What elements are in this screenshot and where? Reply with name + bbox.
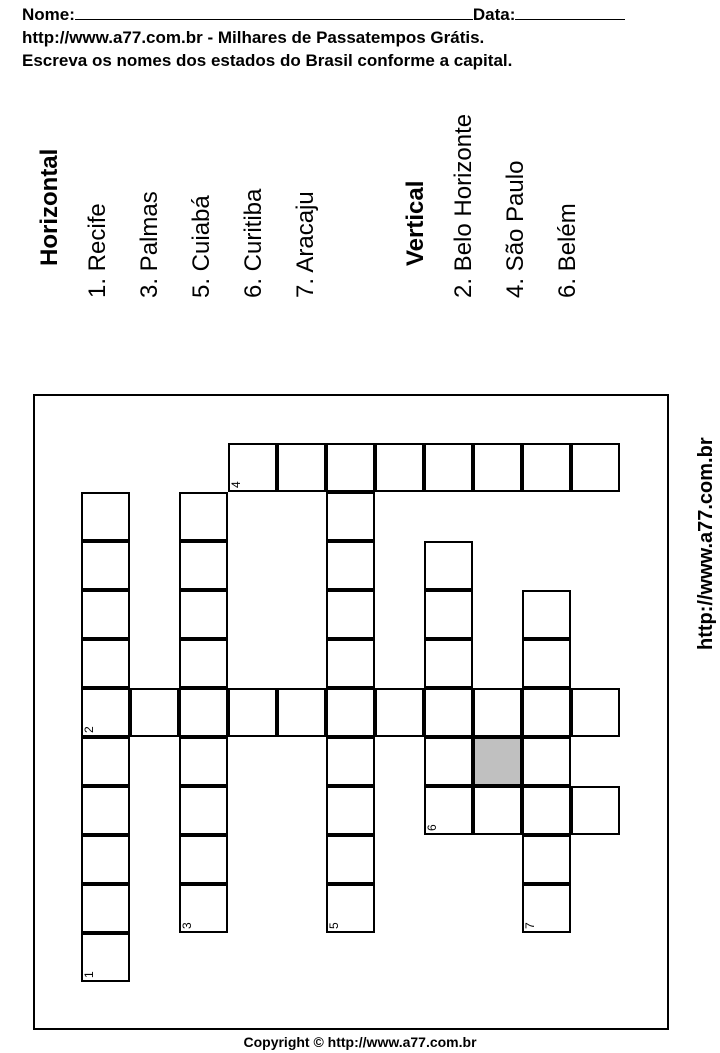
clue-number: 5 <box>327 922 341 929</box>
clue-number: 4 <box>229 481 243 488</box>
crossword-cell[interactable] <box>326 884 375 933</box>
copyright: Copyright © http://www.a77.com.br <box>243 1034 477 1050</box>
clue-vertical-2: 2. Belo Horizonte <box>450 113 477 298</box>
crossword-cell[interactable] <box>179 688 228 737</box>
crossword-cell[interactable] <box>326 835 375 884</box>
clue-horizontal-7: 7. Aracaju <box>292 191 319 298</box>
date-label: Data: <box>472 5 516 24</box>
crossword-cell[interactable] <box>326 443 375 492</box>
crossword-cell[interactable] <box>424 639 473 688</box>
crossword-cell[interactable] <box>81 541 130 590</box>
crossword-cell[interactable] <box>81 786 130 835</box>
crossword-cell[interactable] <box>179 492 228 541</box>
crossword-cell[interactable] <box>277 688 326 737</box>
clue-number: 3 <box>180 922 194 929</box>
crossword-cell[interactable] <box>571 443 620 492</box>
crossword-cell[interactable] <box>424 786 473 835</box>
crossword-cell[interactable] <box>424 688 473 737</box>
crossword-cell[interactable] <box>522 590 571 639</box>
clue-vertical-4: 4. São Paulo <box>502 160 529 298</box>
crossword-cell[interactable] <box>424 541 473 590</box>
crossword-cell[interactable] <box>81 737 130 786</box>
clue-horizontal-5: 5. Cuiabá <box>188 195 215 298</box>
clue-vertical-6: 6. Belém <box>554 203 581 298</box>
crossword-cell[interactable] <box>228 443 277 492</box>
crossword-cell[interactable] <box>179 786 228 835</box>
crossword-cell[interactable] <box>424 737 473 786</box>
name-label: Nome: <box>22 5 75 24</box>
crossword-cell[interactable] <box>424 443 473 492</box>
crossword-cell[interactable] <box>522 688 571 737</box>
crossword-cell[interactable] <box>522 786 571 835</box>
crossword-cell[interactable] <box>81 933 130 982</box>
crossword-cell[interactable] <box>179 737 228 786</box>
crossword-cell[interactable] <box>81 492 130 541</box>
clue-number: 7 <box>523 922 537 929</box>
crossword-cell[interactable] <box>228 688 277 737</box>
crossword-cell[interactable] <box>522 835 571 884</box>
crossword-cell[interactable] <box>326 737 375 786</box>
clue-horizontal-6: 6. Curitiba <box>240 188 267 298</box>
crossword-cell[interactable] <box>473 786 522 835</box>
crossword-cell[interactable] <box>326 541 375 590</box>
shaded-cell <box>473 737 522 786</box>
side-url: http://www.a77.com.br <box>695 437 717 650</box>
crossword-cell[interactable] <box>179 835 228 884</box>
crossword-cell[interactable] <box>179 884 228 933</box>
crossword-cell[interactable] <box>326 639 375 688</box>
name-date-line <box>22 2 625 26</box>
clue-number: 6 <box>425 824 439 831</box>
crossword-cell[interactable] <box>179 590 228 639</box>
clue-horizontal-1: 1. Recife <box>84 203 111 298</box>
crossword-cell[interactable] <box>277 443 326 492</box>
vertical-title: Vertical <box>402 180 429 266</box>
crossword-cell[interactable] <box>522 884 571 933</box>
crossword-cell[interactable] <box>522 737 571 786</box>
crossword-cell[interactable] <box>375 443 424 492</box>
crossword-cell[interactable] <box>130 688 179 737</box>
crossword-cell[interactable] <box>326 492 375 541</box>
crossword-cell[interactable] <box>326 590 375 639</box>
crossword-cell[interactable] <box>179 639 228 688</box>
crossword-cell[interactable] <box>473 443 522 492</box>
clue-horizontal-3: 3. Palmas <box>136 191 163 298</box>
crossword-cell[interactable] <box>326 688 375 737</box>
crossword-cell[interactable] <box>81 688 130 737</box>
crossword-cell[interactable] <box>522 639 571 688</box>
crossword-cell[interactable] <box>326 786 375 835</box>
crossword-cell[interactable] <box>179 541 228 590</box>
crossword-cell[interactable] <box>81 639 130 688</box>
name-blank[interactable] <box>75 2 473 20</box>
instructions: Escreva os nomes dos estados do Brasil conforme a capital. <box>22 51 513 70</box>
crossword-cell[interactable] <box>571 688 620 737</box>
site-line: http://www.a77.com.br - Milhares de Passatempos Grátis. <box>22 28 485 47</box>
date-blank[interactable] <box>515 2 625 20</box>
clue-number: 1 <box>82 971 96 978</box>
crossword-cell[interactable] <box>81 835 130 884</box>
crossword-cell[interactable] <box>81 590 130 639</box>
crossword-cell[interactable] <box>375 688 424 737</box>
crossword-cell[interactable] <box>424 590 473 639</box>
crossword-cell[interactable] <box>81 884 130 933</box>
crossword-cell[interactable] <box>522 443 571 492</box>
crossword-cell[interactable] <box>473 688 522 737</box>
crossword-cell[interactable] <box>571 786 620 835</box>
clue-number: 2 <box>82 726 96 733</box>
horizontal-title: Horizontal <box>36 148 63 266</box>
